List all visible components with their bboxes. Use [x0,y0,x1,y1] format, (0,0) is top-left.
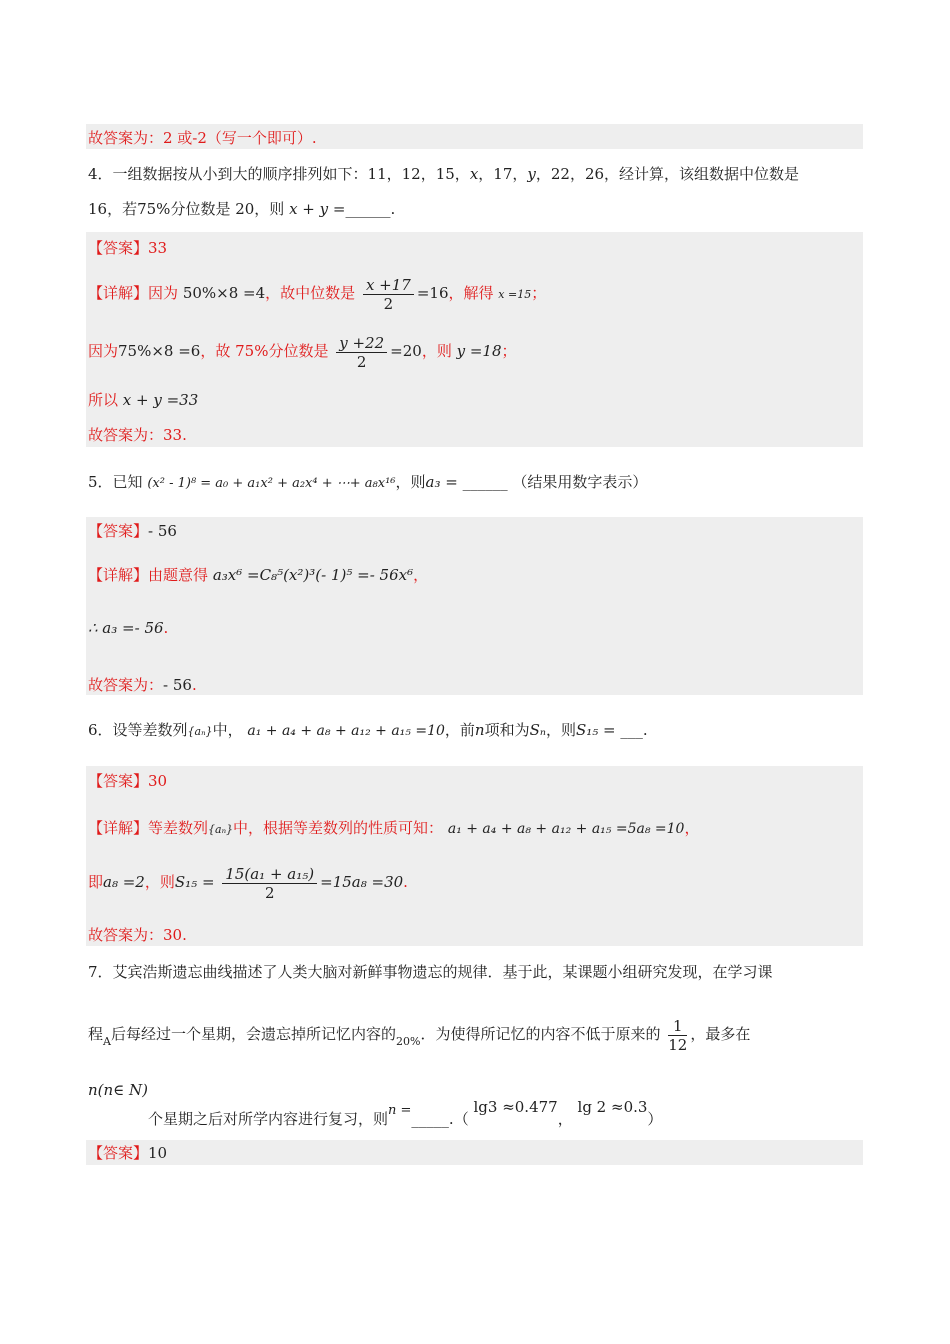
q4-d1c: ，解得 [448,284,494,302]
answer-value: 10 [148,1144,168,1162]
q7-comma: ， [557,1110,573,1128]
q7-l2a: 程 [88,1025,104,1043]
q6-d1-seq: {aₙ} [208,823,234,836]
q6-answer [88,771,167,791]
q5-d2-expr: ∴ a₃ =- 56 [88,619,164,637]
q7-l3c: ） [647,1110,663,1128]
final-end: . [191,676,197,694]
frac-num: x +17 [363,276,414,295]
q6-d1-expr: a₁ + a₄ + a₈ + a₁₂ + a₁₅ =5a₈ =10 [447,821,685,837]
q4-text-c: ，22，26，经计算，该组数据中位数是 [535,165,800,183]
q5-blank: ______ [462,473,508,491]
q6-d2a: 即 [88,873,104,891]
q6-d1c: ， [684,819,700,837]
var-y: y [527,165,536,183]
q4-d2-expr: 75%×8 =6 [118,342,201,360]
answer-tag: 【答案】 [88,1144,149,1162]
q7-l3n: n = [388,1103,412,1118]
q5-answer [88,521,177,541]
q4-d1-expr: 50%×8 =4 [182,284,266,302]
q6-s: Sₙ [529,721,546,739]
q7-pct: 20% [395,1035,421,1048]
answer-tag: 【答案】 [88,522,149,540]
q6-d2-eq: =15a₈ =30 [320,873,404,891]
q6-d1b: 中，根据等差数列的性质可知： [233,819,444,837]
q7-l3a: 个星期之后对所学内容进行复习，则 [148,1110,389,1128]
q4-text-a: 4．一组数据按从小到大的顺序排列如下：11，12，15， [88,165,470,183]
detail-tag: 【详解】 [88,819,149,837]
q6-detail-1 [88,818,699,840]
q7-fraction [668,1017,687,1054]
q6-expr: a₁ + a₄ + a₈ + a₁₂ + a₁₅ =10 [247,723,445,739]
answer-block-q7 [86,1140,863,1165]
frac-num: y +22 [336,334,387,353]
q4-d3-expr: x + y =33 [122,391,199,409]
q4-text-b: ，17， [478,165,528,183]
q4-answer [88,238,167,258]
q4-d2b: ，故 75%分位数是 [200,342,329,360]
final-text: 故答案为： [88,676,164,694]
q7-blank: _____ [411,1110,449,1128]
q6-d: 项和为 [484,721,530,739]
q7-answer [88,1143,167,1163]
frac-den: 2 [356,352,367,371]
q5-note: （结果用数字表示） [512,473,648,491]
frac-den: 12 [668,1035,688,1054]
answer-value: - 56 [148,522,177,540]
q4-d1b: ，故中位数是 [265,284,356,302]
frac-num: 1 [668,1017,687,1036]
q6-d2-fraction [222,865,317,902]
answer-block-q5 [86,517,863,695]
q5-expr: (x² - 1)⁸ = a₀ + a₁x² + a₂x⁴ + ⋯+ a₈x¹⁶ [147,476,396,491]
answer-tag: 【答案】 [88,772,149,790]
q6-c: ，前 [444,721,475,739]
q6-blank: ___ [620,721,643,739]
q4-pct: 75% [137,200,171,218]
frac-den: 2 [264,883,275,902]
q6-a: 6．设等差数列 [88,721,188,739]
q6-end: . [642,721,648,739]
q6-final-answer: 故答案为：30. [88,926,187,944]
q7-l3b: .（ [448,1110,469,1128]
q6-d2-s: S₁₅ = [174,873,215,891]
q4-d1-fraction [363,276,414,313]
q4-line2 [88,199,395,219]
q7-l2b: 后每经过一个星期，会遗忘掉所记忆内容的 [110,1025,396,1043]
q4-line1 [88,164,799,184]
q4-d2d: ； [501,342,517,360]
q4-d1-eq: =16 [416,284,449,302]
q4-detail-2 [88,333,517,371]
q6-d2b: ，则 [144,873,175,891]
q4-end: . [390,200,396,218]
detail-tag: 【详解】 [88,284,149,302]
q7-course-a: A [103,1035,111,1048]
q4-d2-fraction [336,334,387,371]
q3-final-answer: 故答案为：2 或-2（写一个即可）. [88,129,317,147]
q6-e: ，则 [545,721,576,739]
q4-detail-3 [88,390,198,410]
q7-lg2: lg 2 ≈0.3 [577,1098,648,1116]
q4-d2-eq: =20 [390,342,422,360]
q4-expr: x + y = [289,200,346,218]
q4-d1-sol: x =15 [498,288,532,301]
q4-detail-1 [88,275,546,313]
answer-block-q6 [86,766,863,946]
q6-d2c: . [403,873,408,891]
q5-detail-1 [88,565,428,585]
q5-detail-2 [88,618,168,638]
q6-detail-2 [88,862,408,902]
q6-t: S₁₅ = [575,721,616,739]
q6-n: n [474,721,485,739]
q7-l2c: ．为使得所记忆的内容不低于原来的 [420,1025,661,1043]
q4-d1d: ； [531,284,547,302]
final-value: - 56 [163,676,192,694]
q5-b: ，则 [395,473,426,491]
q6-b: 中， [212,721,243,739]
answer-tag: 【答案】 [88,239,149,257]
q7-line3b [88,1097,662,1129]
q4-blank: ______ [345,200,391,218]
detail-tag: 【详解】 [88,566,149,584]
q5-d1b: ， [413,566,429,584]
var-x: x [469,165,479,183]
q7-lg3: lg3 ≈0.477 [473,1098,558,1116]
q7-l2d: ，最多在 [690,1025,751,1043]
q4-text-d: 16，若 [88,200,138,218]
frac-num: 15(a₁ + a₁₅) [222,865,317,884]
q5-a: 5．已知 [88,473,143,491]
q6-d2-expr: a₈ =2 [103,873,145,891]
q6-line [88,720,648,742]
q4-d1a: 因为 [148,284,179,302]
q5-target: a₃ = [425,473,458,491]
answer-value: 30 [148,772,168,790]
q5-final-answer [88,675,197,695]
q5-d2b: . [163,619,169,637]
answer-value: 33 [148,239,168,257]
q4-d3a: 所以 [88,391,119,409]
q4-final-answer: 故答案为：33. [88,426,187,444]
q5-line [88,472,647,494]
q4-d2-sol: y =18 [456,342,502,360]
q7-l3-expr: n(n∈ N) [88,1081,149,1099]
q4-d2a: 因为 [88,342,119,360]
q7-line2 [88,1014,750,1062]
q6-seq: {aₙ} [187,725,213,738]
q7-line1: 7．艾宾浩斯遗忘曲线描述了人类大脑对新鲜事物遗忘的规律．基于此，某课题小组研究发现，在学习课 [88,963,773,981]
q4-text-e: 分位数是 20，则 [170,200,285,218]
q5-d1a: 由题意得 [148,566,209,584]
q4-d2c: ，则 [421,342,452,360]
q5-d1-expr: a₃x⁶ =C₈⁵(x²)³(- 1)⁵ =- 56x⁶ [212,566,414,584]
frac-den: 2 [383,294,394,313]
q6-d1a: 等差数列 [148,819,209,837]
